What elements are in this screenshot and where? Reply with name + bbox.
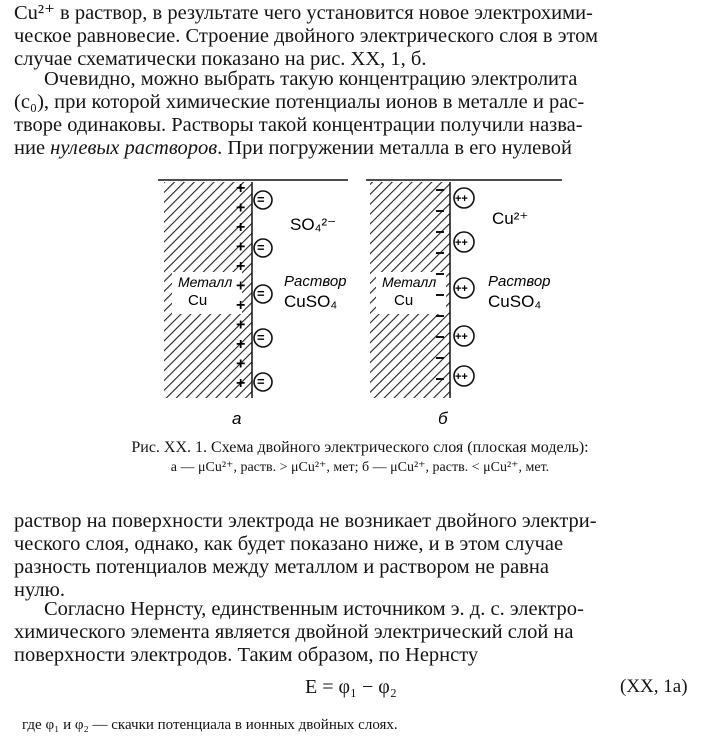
text-line: Согласно Нернсту, единственным источником э. д. с. электро- xyxy=(44,598,584,620)
equation-number: (XX, 1a) xyxy=(620,676,688,697)
anion-circles xyxy=(254,191,272,391)
text-line: случае схематически показано на рис. XX, 1, б. xyxy=(14,48,427,70)
text-line: нулю. xyxy=(14,579,65,601)
nernst-formula: E = φ₁ − φ₂ xyxy=(305,676,397,698)
figure-svg xyxy=(150,176,570,432)
plus-charge: + xyxy=(236,180,246,197)
metal-label: Металл xyxy=(178,274,233,290)
fourth-paragraph xyxy=(14,598,704,667)
plus-charge: + xyxy=(236,355,246,373)
plus-charge: + xyxy=(236,219,246,236)
text-line: Cu²⁺ в раствор, в результате чего установится новое электрохими- xyxy=(14,2,593,24)
panel-b xyxy=(366,180,562,428)
cation-charge: ++ xyxy=(455,237,468,249)
double-layer-figure xyxy=(150,176,570,432)
plus-charge: + xyxy=(236,277,246,295)
text-line: поверхности электродов. Таким образом, по Нернсту xyxy=(14,644,479,666)
italic-term: нулевых растворов xyxy=(50,137,218,159)
ion-label: SO₄²⁻ xyxy=(290,215,337,234)
panel-sublabel: а xyxy=(232,409,242,428)
solution-formula: CuSO₄ xyxy=(284,292,338,311)
text-line: ческое равновесие. Строение двойного электрического слоя в этом xyxy=(14,25,599,47)
third-paragraph xyxy=(14,510,704,602)
panel-sublabel: б xyxy=(438,409,448,428)
plus-charge: + xyxy=(236,199,246,217)
caption-line: Рис. XX. 1. Схема двойного электрического слоя (плоская модель): xyxy=(131,439,589,456)
anion-charge: = xyxy=(257,374,265,389)
anion-charge: = xyxy=(257,192,265,207)
text-fragment: ние xyxy=(14,137,51,159)
plus-charge: + xyxy=(236,316,246,334)
anion-charge: = xyxy=(257,330,265,345)
metal-symbol: Cu xyxy=(188,292,208,309)
anion-charge: = xyxy=(257,240,265,255)
panel-a xyxy=(158,180,348,428)
solution-label: Раствор xyxy=(488,273,551,290)
second-paragraph xyxy=(14,68,704,160)
text-fragment: . При погружении металла в его нулевой xyxy=(217,137,572,159)
figure-caption xyxy=(40,438,680,478)
text-line: творе одинаковы. Растворы такой концентрации получили назва- xyxy=(14,114,583,136)
cation-circles xyxy=(454,188,474,386)
cation-charge: ++ xyxy=(455,371,468,383)
cation-charge: ++ xyxy=(455,193,468,205)
solution-label: Раствор xyxy=(284,273,347,290)
metal-label: Металл xyxy=(382,274,437,290)
text-line: раствор на поверхности электрода не возникает двойного электри- xyxy=(14,510,597,532)
text-line: химического элемента является двойной электрический слой на xyxy=(14,621,574,643)
cation-charge: ++ xyxy=(455,331,468,343)
solution-formula: CuSO₄ xyxy=(488,292,542,311)
text-line: Очевидно, можно выбрать такую концентрацию электролита xyxy=(44,68,578,90)
plus-charges xyxy=(236,180,245,392)
text-line: ческого слоя, однако, как будет показано ниже, и в этом случае xyxy=(14,533,564,555)
text-line: (c₀), при которой химические потенциалы ионов в металле и рас- xyxy=(14,91,585,113)
cation-charge: ++ xyxy=(455,283,468,295)
text-line: разность потенциалов между металлом и раствором не равна xyxy=(14,556,550,578)
plus-charge: + xyxy=(236,297,246,314)
footnote-line: где φ₁ и φ₂ — скачки потенциала в ионных двойных слоях. xyxy=(22,717,398,733)
ion-label: Cu²⁺ xyxy=(492,209,529,228)
plus-charge: + xyxy=(236,258,246,275)
caption-line: а — μCu²⁺, раств. > μCu²⁺, мет; б — μCu²⁺, раств. < μCu²⁺, мет. xyxy=(170,460,550,475)
plus-charge: + xyxy=(236,336,246,353)
plus-charge: + xyxy=(236,238,246,256)
plus-charge: + xyxy=(236,375,246,392)
metal-symbol: Cu xyxy=(394,292,414,309)
anion-charge: = xyxy=(257,286,265,301)
text-line xyxy=(14,137,704,160)
top-paragraph xyxy=(14,2,704,71)
